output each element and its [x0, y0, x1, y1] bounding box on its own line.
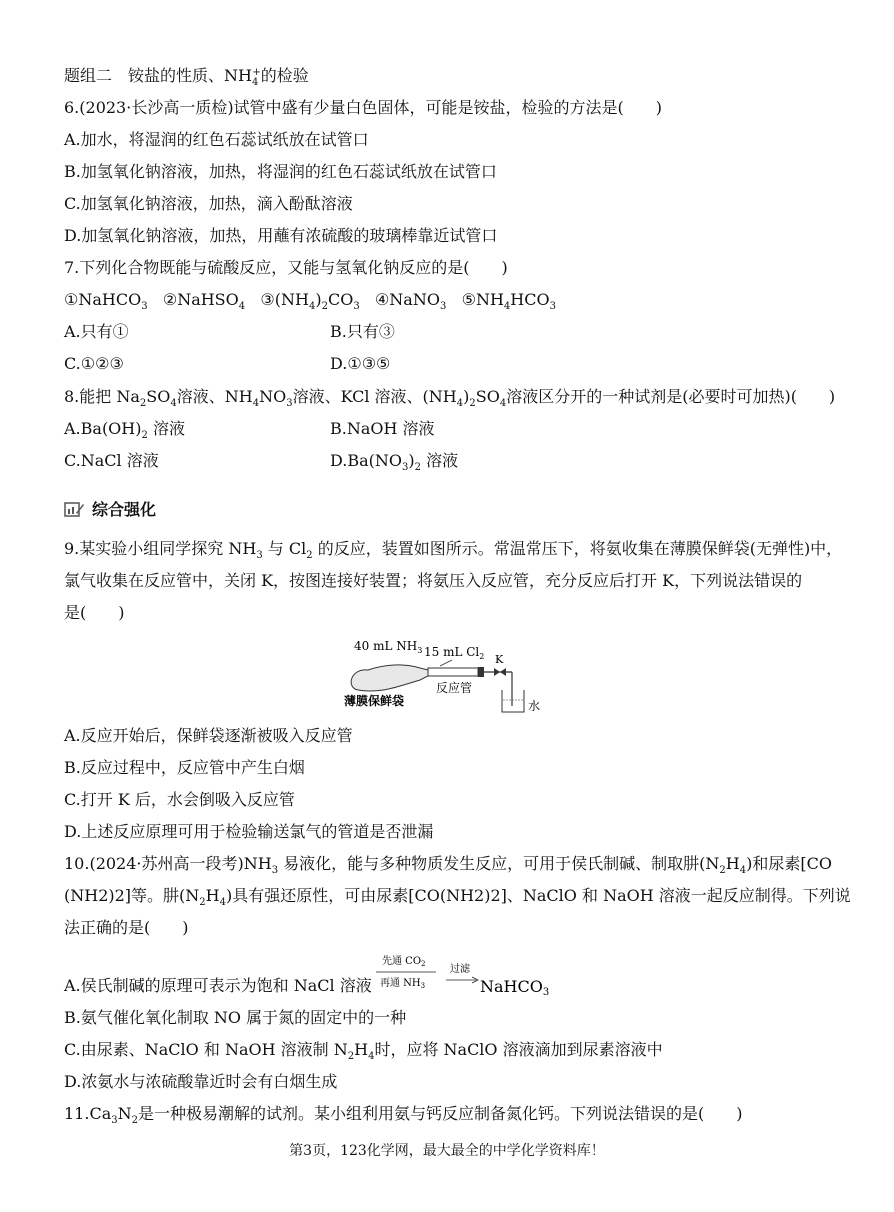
reaction-product: NaHCO3 [480, 977, 550, 998]
reaction-top-label: 先通 $CO_2$ [382, 956, 426, 968]
label-cl2: 15 mL $Cl_2$ [424, 645, 485, 661]
q6-option-a: A.加水，将湿润的红色石蕊试纸放在试管口 [64, 130, 369, 149]
q7-option-c: C.①②③ [64, 354, 124, 373]
q7-row-cd [64, 354, 391, 374]
q9-stem-line1: 9.某实验小组同学探究 $NH_3$ 与 $Cl_2$ 的反应，装置如图所示。常温常压下，将氨收集在薄膜保鲜袋(无弹性)中， [64, 539, 843, 562]
group-heading: 题组二 铵盐的性质、$NH_4^+$的检验 [64, 66, 309, 89]
reaction-tube [428, 668, 478, 676]
label-tube: 反应管 [436, 681, 473, 695]
stopper [478, 667, 484, 677]
beaker [502, 690, 524, 712]
q8-option-b: B.NaOH 溶液 [330, 419, 435, 438]
q10-option-d: D.浓氨水与浓硫酸靠近时会有白烟生成 [64, 1072, 338, 1091]
q9-stem-line3: 是( ) [64, 603, 125, 622]
q10-stem-line3: 法正确的是( ) [64, 918, 189, 937]
label-bag: 薄膜保鲜袋 [344, 694, 405, 708]
label-k: K [495, 653, 504, 666]
q9-stem-line2: 氯气收集在反应管中，关闭 K，按图连接好装置；将氨压入反应管，充分反应后打开 K，下列说法错误的 [64, 571, 803, 590]
q10-stem-line1: 10.(2024·苏州高一段考)$NH_3$ 易液化，能与多种物质发生反应，可用于侯氏制碱、制取肼$(N_2H_4)$和尿素[CO [64, 854, 832, 877]
reaction-bottom-label: 再通 $NH_3$ [380, 978, 426, 990]
label-nh3: 40 mL $NH_3$ [354, 639, 423, 655]
q11-stem: $11.Ca_3N_2$是一种极易潮解的试剂。某小组利用氨与钙反应制备氮化钙。下列说法错误的是( ) [64, 1104, 743, 1127]
chart-pencil-icon [64, 500, 84, 518]
film-bag [351, 665, 428, 691]
q10-option-c: C.由尿素、NaClO 和 NaOH 溶液制 $N_2H_4$时，应将 NaClO 溶液滴加到尿素溶液中 [64, 1040, 663, 1063]
q9-option-b: B.反应过程中，反应管中产生白烟 [64, 758, 305, 777]
q7-option-d: D.①③⑤ [330, 354, 391, 373]
q9-option-d: D.上述反应原理可用于检验输送氯气的管道是否泄漏 [64, 822, 434, 841]
q6-option-b: B.加氢氧化钠溶液，加热，将湿润的红色石蕊试纸放在试管口 [64, 162, 497, 181]
apparatus-diagram [340, 630, 560, 715]
q8-option-d: $D.Ba(NO_3)_2$ 溶液 [330, 451, 459, 474]
section-title: 综合强化 [92, 500, 157, 519]
q8-option-a: $A.Ba(OH)_2$ 溶液 [64, 419, 185, 442]
label-water: 水 [528, 699, 541, 713]
q10-option-b: B.氨气催化氧化制取 NO 属于氮的固定中的一种 [64, 1008, 407, 1027]
q7-option-a: A.只有① [64, 322, 129, 341]
q6-option-d: D.加氢氧化钠溶液，加热，用蘸有浓硫酸的玻璃棒靠近试管口 [64, 226, 498, 245]
section-heading [64, 497, 156, 520]
q7-row-ab [64, 322, 395, 342]
q7-items: ①NaHCO$_3$ ②NaHSO$_4$ $③(NH_4)_2CO_3$ ④NaNO$_3$ $⑤NH_4HCO_3$ [64, 290, 556, 313]
q7-option-b: B.只有③ [330, 322, 395, 341]
q6-stem: 6.(2023·长沙高一质检)试管中盛有少量白色固体，可能是铵盐，检验的方法是( ) [64, 98, 663, 117]
q6-option-c: C.加氢氧化钠溶液，加热，滴入酚酞溶液 [64, 194, 353, 213]
valve-k [494, 668, 506, 676]
q8-stem: 8.能把 $Na_2SO_4$溶液、$NH_4NO_3$溶液、KCl 溶液、$(NH_4)_2SO_4$溶液区分开的一种试剂是(必要时可加热)( ) [64, 387, 836, 410]
filter-label: 过滤 [450, 964, 470, 975]
q8-row-ab [64, 419, 435, 442]
q8-row-cd [64, 451, 459, 474]
q7-stem: 7.下列化合物既能与硫酸反应，又能与氢氧化钠反应的是( ) [64, 258, 508, 277]
q9-option-a: A.反应开始后，保鲜袋逐渐被吸入反应管 [64, 726, 353, 745]
q10-a-reaction [374, 950, 554, 1000]
q10-option-a: A.侯氏制碱的原理可表示为饱和 NaCl 溶液 [64, 976, 372, 995]
q9-option-c: C.打开 K 后，水会倒吸入反应管 [64, 790, 295, 809]
q10-stem-line2: (NH2)2]等。肼$(N_2H_4)$具有强还原性，可由尿素[CO(NH2)2]、NaClO 和 NaOH 溶液一起反应制得。下列说 [64, 886, 851, 909]
page-footer: 第3页，123化学网，最大最全的中学化学资料库！ [289, 1143, 605, 1159]
q8-option-c: C.NaCl 溶液 [64, 451, 159, 470]
